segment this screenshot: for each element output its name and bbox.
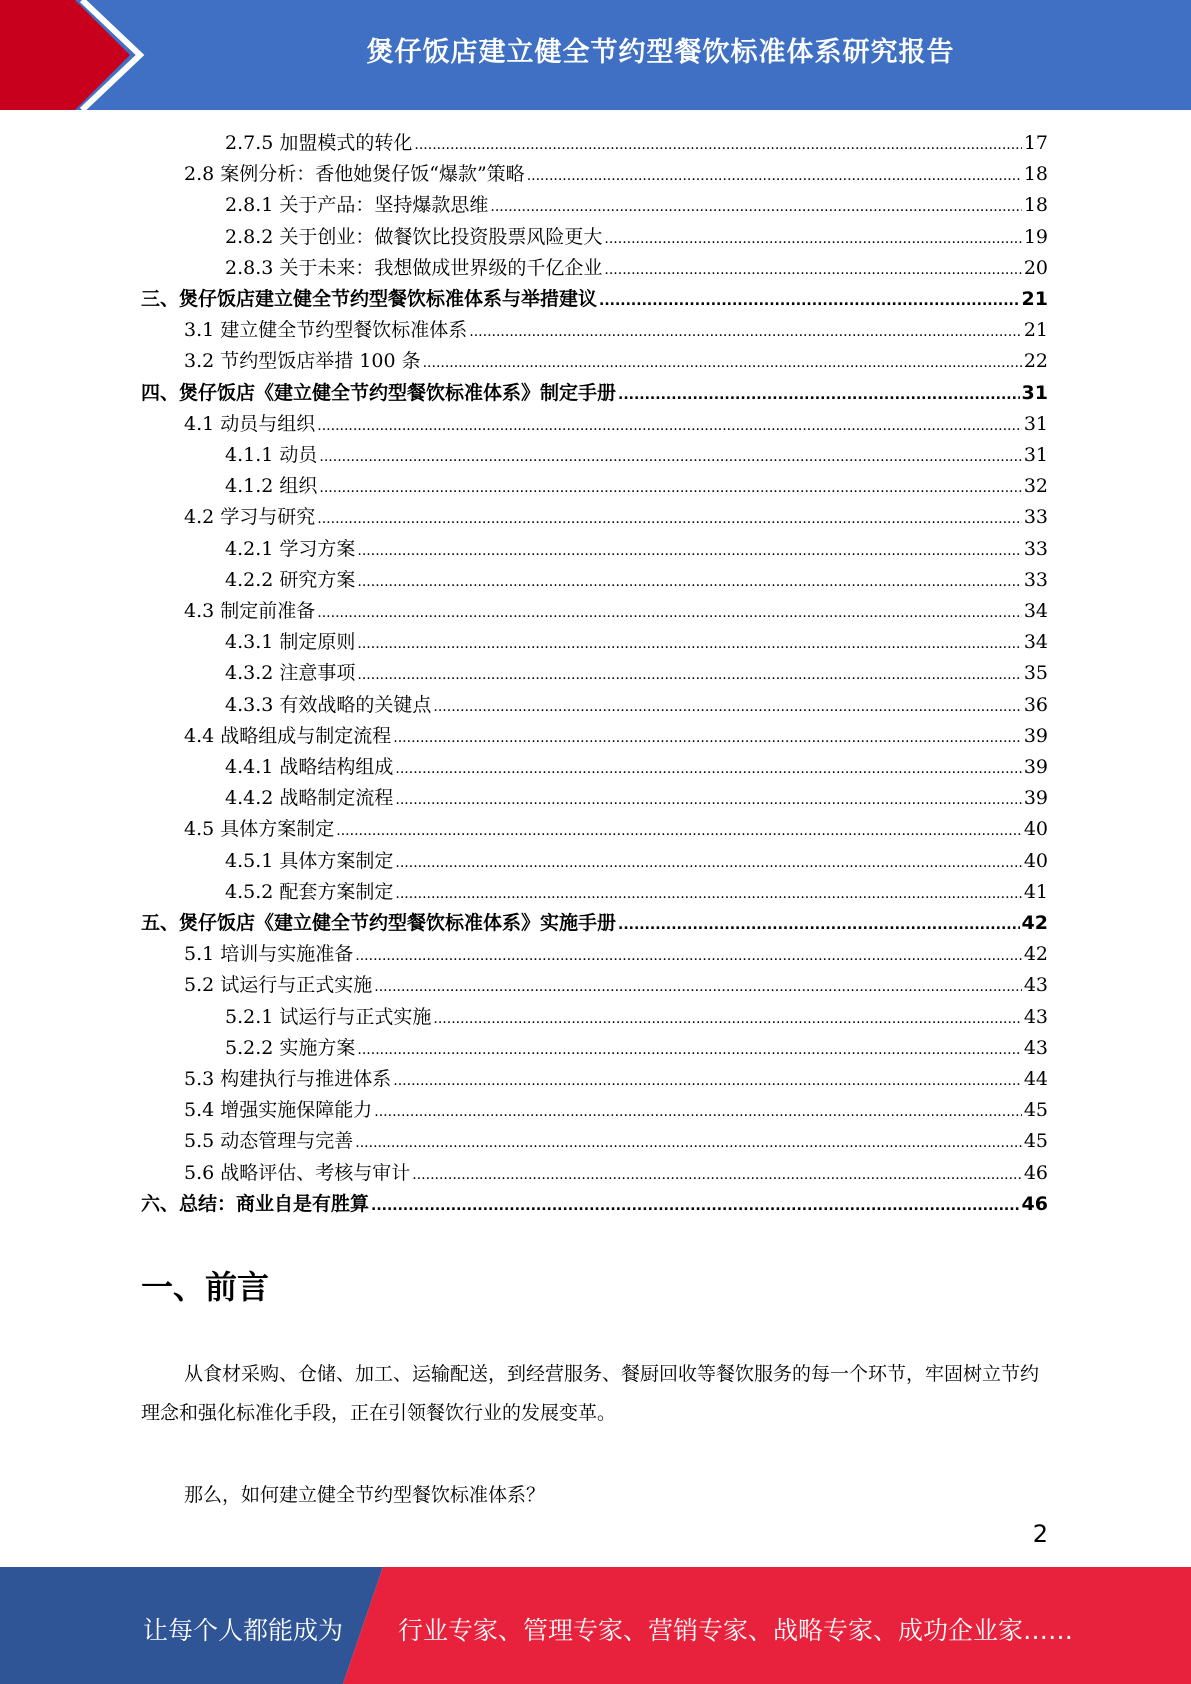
toc-entry[interactable] (141, 284, 1048, 314)
toc-entry-page: 33 (1023, 538, 1048, 560)
toc-entry-page: 34 (1023, 600, 1048, 622)
toc-leader-dots (527, 161, 1022, 191)
toc-entry[interactable] (141, 378, 1048, 408)
toc-entry[interactable] (184, 315, 1048, 345)
toc-entry[interactable] (184, 721, 1048, 751)
toc-entry[interactable] (225, 1002, 1048, 1032)
toc-entry-page: 42 (1023, 943, 1048, 965)
toc-leader-dots (355, 1128, 1022, 1158)
toc-entry-label: 四、煲仔饭店《建立健全节约型餐饮标准体系》制定手册 (141, 382, 617, 404)
toc-entry-label: 5.4 增强实施保障能力 (184, 1099, 373, 1121)
toc-entry-label: 5.2 试运行与正式实施 (184, 974, 373, 996)
toc-entry-label: 4.3.3 有效战略的关键点 (225, 694, 432, 716)
toc-entry-label: 4.1.1 动员 (225, 444, 318, 466)
toc-entry-label: 5.6 战略评估、考核与审计 (184, 1162, 411, 1184)
toc-entry-page: 44 (1023, 1068, 1048, 1090)
toc-entry-page: 42 (1021, 912, 1048, 934)
toc-entry-page: 45 (1023, 1099, 1048, 1121)
toc-entry-page: 39 (1023, 725, 1048, 747)
toc-entry[interactable] (141, 1189, 1048, 1219)
toc-leader-dots (618, 910, 1020, 940)
toc-entry[interactable] (184, 596, 1048, 626)
toc-entry-label: 4.3 制定前准备 (184, 600, 316, 622)
toc-leader-dots (357, 660, 1021, 690)
toc-entry-page: 31 (1023, 444, 1048, 466)
toc-entry[interactable] (184, 1126, 1048, 1156)
toc-leader-dots (433, 692, 1021, 722)
toc-entry[interactable] (225, 658, 1048, 688)
paragraph-intro: 从食材采购、仓储、加工、运输配送，到经营服务、餐厨回收等餐饮服务的每一个环节，牢固树立节约理念和强化标准化手段，正在引领餐饮行业的发展变革。 (141, 1363, 1040, 1424)
toc-entry-label: 4.1.2 组织 (225, 475, 318, 497)
toc-leader-dots (317, 411, 1022, 441)
toc-entry-page: 31 (1023, 413, 1048, 435)
toc-entry-label: 4.2.2 研究方案 (225, 569, 356, 591)
toc-entry-page: 39 (1023, 787, 1048, 809)
toc-leader-dots (393, 723, 1022, 753)
toc-leader-dots (357, 1035, 1021, 1065)
toc-entry-page: 43 (1023, 1006, 1048, 1028)
toc-leader-dots (355, 941, 1022, 971)
toc-entry-page: 40 (1023, 850, 1048, 872)
toc-entry[interactable] (225, 627, 1048, 657)
toc-leader-dots (604, 255, 1021, 285)
toc-leader-dots (395, 879, 1021, 909)
toc-entry-label: 3.2 节约型饭店举措 100 条 (184, 350, 421, 372)
toc-entry[interactable] (184, 939, 1048, 969)
toc-entry[interactable] (184, 1158, 1048, 1188)
toc-entry-page: 40 (1023, 818, 1048, 840)
toc-entry[interactable] (225, 846, 1048, 876)
paragraph-question: 那么，如何建立健全节约型餐饮标准体系？ (184, 1484, 546, 1506)
toc-entry-label: 2.8.1 关于产品：坚持爆款思维 (225, 194, 489, 216)
toc-entry-page: 21 (1023, 319, 1048, 341)
toc-entry[interactable] (184, 1095, 1048, 1125)
toc-entry[interactable] (184, 814, 1048, 844)
toc-entry[interactable] (225, 440, 1048, 470)
toc-leader-dots (469, 317, 1022, 347)
toc-entry[interactable] (225, 471, 1048, 501)
toc-entry-label: 2.8.2 关于创业：做餐饮比投资股票风险更大 (225, 226, 603, 248)
toc-entry-page: 35 (1023, 662, 1048, 684)
page-number: 2 (1032, 1520, 1048, 1548)
report-title: 煲仔饭店建立健全节约型餐饮标准体系研究报告 (366, 37, 955, 68)
toc-entry-page: 31 (1021, 382, 1048, 404)
toc-entry[interactable] (225, 783, 1048, 813)
toc-entry-label: 4.2.1 学习方案 (225, 538, 356, 560)
toc-entry[interactable] (184, 970, 1048, 1000)
toc-entry[interactable] (225, 128, 1048, 158)
toc-entry-page: 36 (1023, 694, 1048, 716)
toc-entry-page: 39 (1023, 756, 1048, 778)
toc-leader-dots (423, 348, 1022, 378)
page-footer (0, 1567, 1191, 1684)
toc-entry-label: 4.1 动员与组织 (184, 413, 316, 435)
toc-entry-label: 5.2.2 实施方案 (225, 1037, 356, 1059)
toc-leader-dots (604, 224, 1021, 254)
toc-leader-dots (371, 1191, 1020, 1221)
toc-entry[interactable] (225, 1033, 1048, 1063)
toc-leader-dots (395, 785, 1021, 815)
toc-leader-dots (336, 816, 1022, 846)
toc-entry[interactable] (184, 1064, 1048, 1094)
toc-entry-label: 5.2.1 试运行与正式实施 (225, 1006, 432, 1028)
toc-entry[interactable] (225, 534, 1048, 564)
toc-entry-label: 3.1 建立健全节约型餐饮标准体系 (184, 319, 468, 341)
toc-entry-label: 4.4.1 战略结构组成 (225, 756, 394, 778)
toc-leader-dots (618, 380, 1020, 410)
toc-entry-label: 4.3.2 注意事项 (225, 662, 356, 684)
toc-entry-label: 2.7.5 加盟模式的转化 (225, 132, 413, 154)
toc-entry-page: 21 (1021, 288, 1048, 310)
page-header (0, 0, 1191, 110)
toc-leader-dots (395, 754, 1021, 784)
toc-leader-dots (433, 1004, 1021, 1034)
toc-entry[interactable] (225, 565, 1048, 595)
toc-entry-page: 43 (1023, 1037, 1048, 1059)
toc-entry-page: 22 (1023, 350, 1048, 372)
toc-leader-dots (357, 629, 1021, 659)
toc-entry-page: 46 (1023, 1162, 1048, 1184)
header-arrow-decoration (0, 0, 150, 110)
toc-leader-dots (317, 598, 1022, 628)
toc-entry-page: 20 (1023, 257, 1048, 279)
toc-leader-dots (357, 567, 1021, 597)
toc-entry-page: 46 (1021, 1193, 1048, 1215)
toc-entry-page: 33 (1023, 506, 1048, 528)
toc-entry[interactable] (225, 752, 1048, 782)
toc-entry-label: 六、总结：商业自是有胜算 (141, 1193, 370, 1215)
toc-entry-label: 五、煲仔饭店《建立健全节约型餐饮标准体系》实施手册 (141, 912, 617, 934)
toc-entry[interactable] (141, 908, 1048, 938)
toc-entry[interactable] (184, 502, 1048, 532)
toc-entry-page: 19 (1023, 226, 1048, 248)
toc-entry-label: 4.4.2 战略制定流程 (225, 787, 394, 809)
toc-entry-label: 5.1 培训与实施准备 (184, 943, 354, 965)
toc-entry-label: 4.5 具体方案制定 (184, 818, 335, 840)
toc-leader-dots (490, 192, 1021, 222)
toc-leader-dots (395, 848, 1021, 878)
footer-slogan-left: 让每个人都能成为 (143, 1616, 344, 1645)
toc-entry[interactable] (225, 690, 1048, 720)
toc-leader-dots (374, 1097, 1022, 1127)
footer-slogan-right: 行业专家、管理专家、营销专家、战略专家、成功企业家…… (398, 1616, 1074, 1645)
toc-entry-page: 33 (1023, 569, 1048, 591)
toc-leader-dots (319, 442, 1021, 472)
toc-entry[interactable] (225, 190, 1048, 220)
toc-entry-label: 2.8 案例分析：香他她煲仔饭“爆款”策略 (184, 163, 525, 185)
toc-entry-label: 2.8.3 关于未来：我想做成世界级的千亿企业 (225, 257, 603, 279)
toc-entry[interactable] (184, 409, 1048, 439)
toc-entry-label: 三、煲仔饭店建立健全节约型餐饮标准体系与举措建议 (141, 288, 598, 310)
toc-entry-label: 4.5.1 具体方案制定 (225, 850, 394, 872)
toc-entry-page: 17 (1023, 132, 1048, 154)
section-heading: 一、前言 (141, 1268, 270, 1306)
toc-entry[interactable] (225, 253, 1048, 283)
toc-entry[interactable] (184, 159, 1048, 189)
toc-entry-page: 18 (1023, 163, 1048, 185)
toc-entry-label: 4.3.1 制定原则 (225, 631, 356, 653)
toc-leader-dots (393, 1066, 1022, 1096)
toc-leader-dots (357, 536, 1021, 566)
toc-entry[interactable] (225, 877, 1048, 907)
toc-entry[interactable] (225, 222, 1048, 252)
toc-leader-dots (319, 473, 1021, 503)
toc-entry-label: 4.2 学习与研究 (184, 506, 316, 528)
toc-leader-dots (374, 972, 1022, 1002)
toc-leader-dots (414, 130, 1021, 160)
toc-entry-page: 43 (1023, 974, 1048, 996)
toc-entry-label: 5.3 构建执行与推进体系 (184, 1068, 392, 1090)
toc-entry-page: 18 (1023, 194, 1048, 216)
toc-entry-page: 41 (1023, 881, 1048, 903)
toc-entry[interactable] (184, 346, 1048, 376)
toc-entry-label: 4.4 战略组成与制定流程 (184, 725, 392, 747)
toc-entry-page: 45 (1023, 1130, 1048, 1152)
toc-entry-page: 34 (1023, 631, 1048, 653)
toc-entry-label: 5.5 动态管理与完善 (184, 1130, 354, 1152)
toc-entry-page: 32 (1023, 475, 1048, 497)
toc-leader-dots (412, 1160, 1022, 1190)
toc-leader-dots (599, 286, 1020, 316)
toc-entry-label: 4.5.2 配套方案制定 (225, 881, 394, 903)
toc-leader-dots (317, 504, 1022, 534)
